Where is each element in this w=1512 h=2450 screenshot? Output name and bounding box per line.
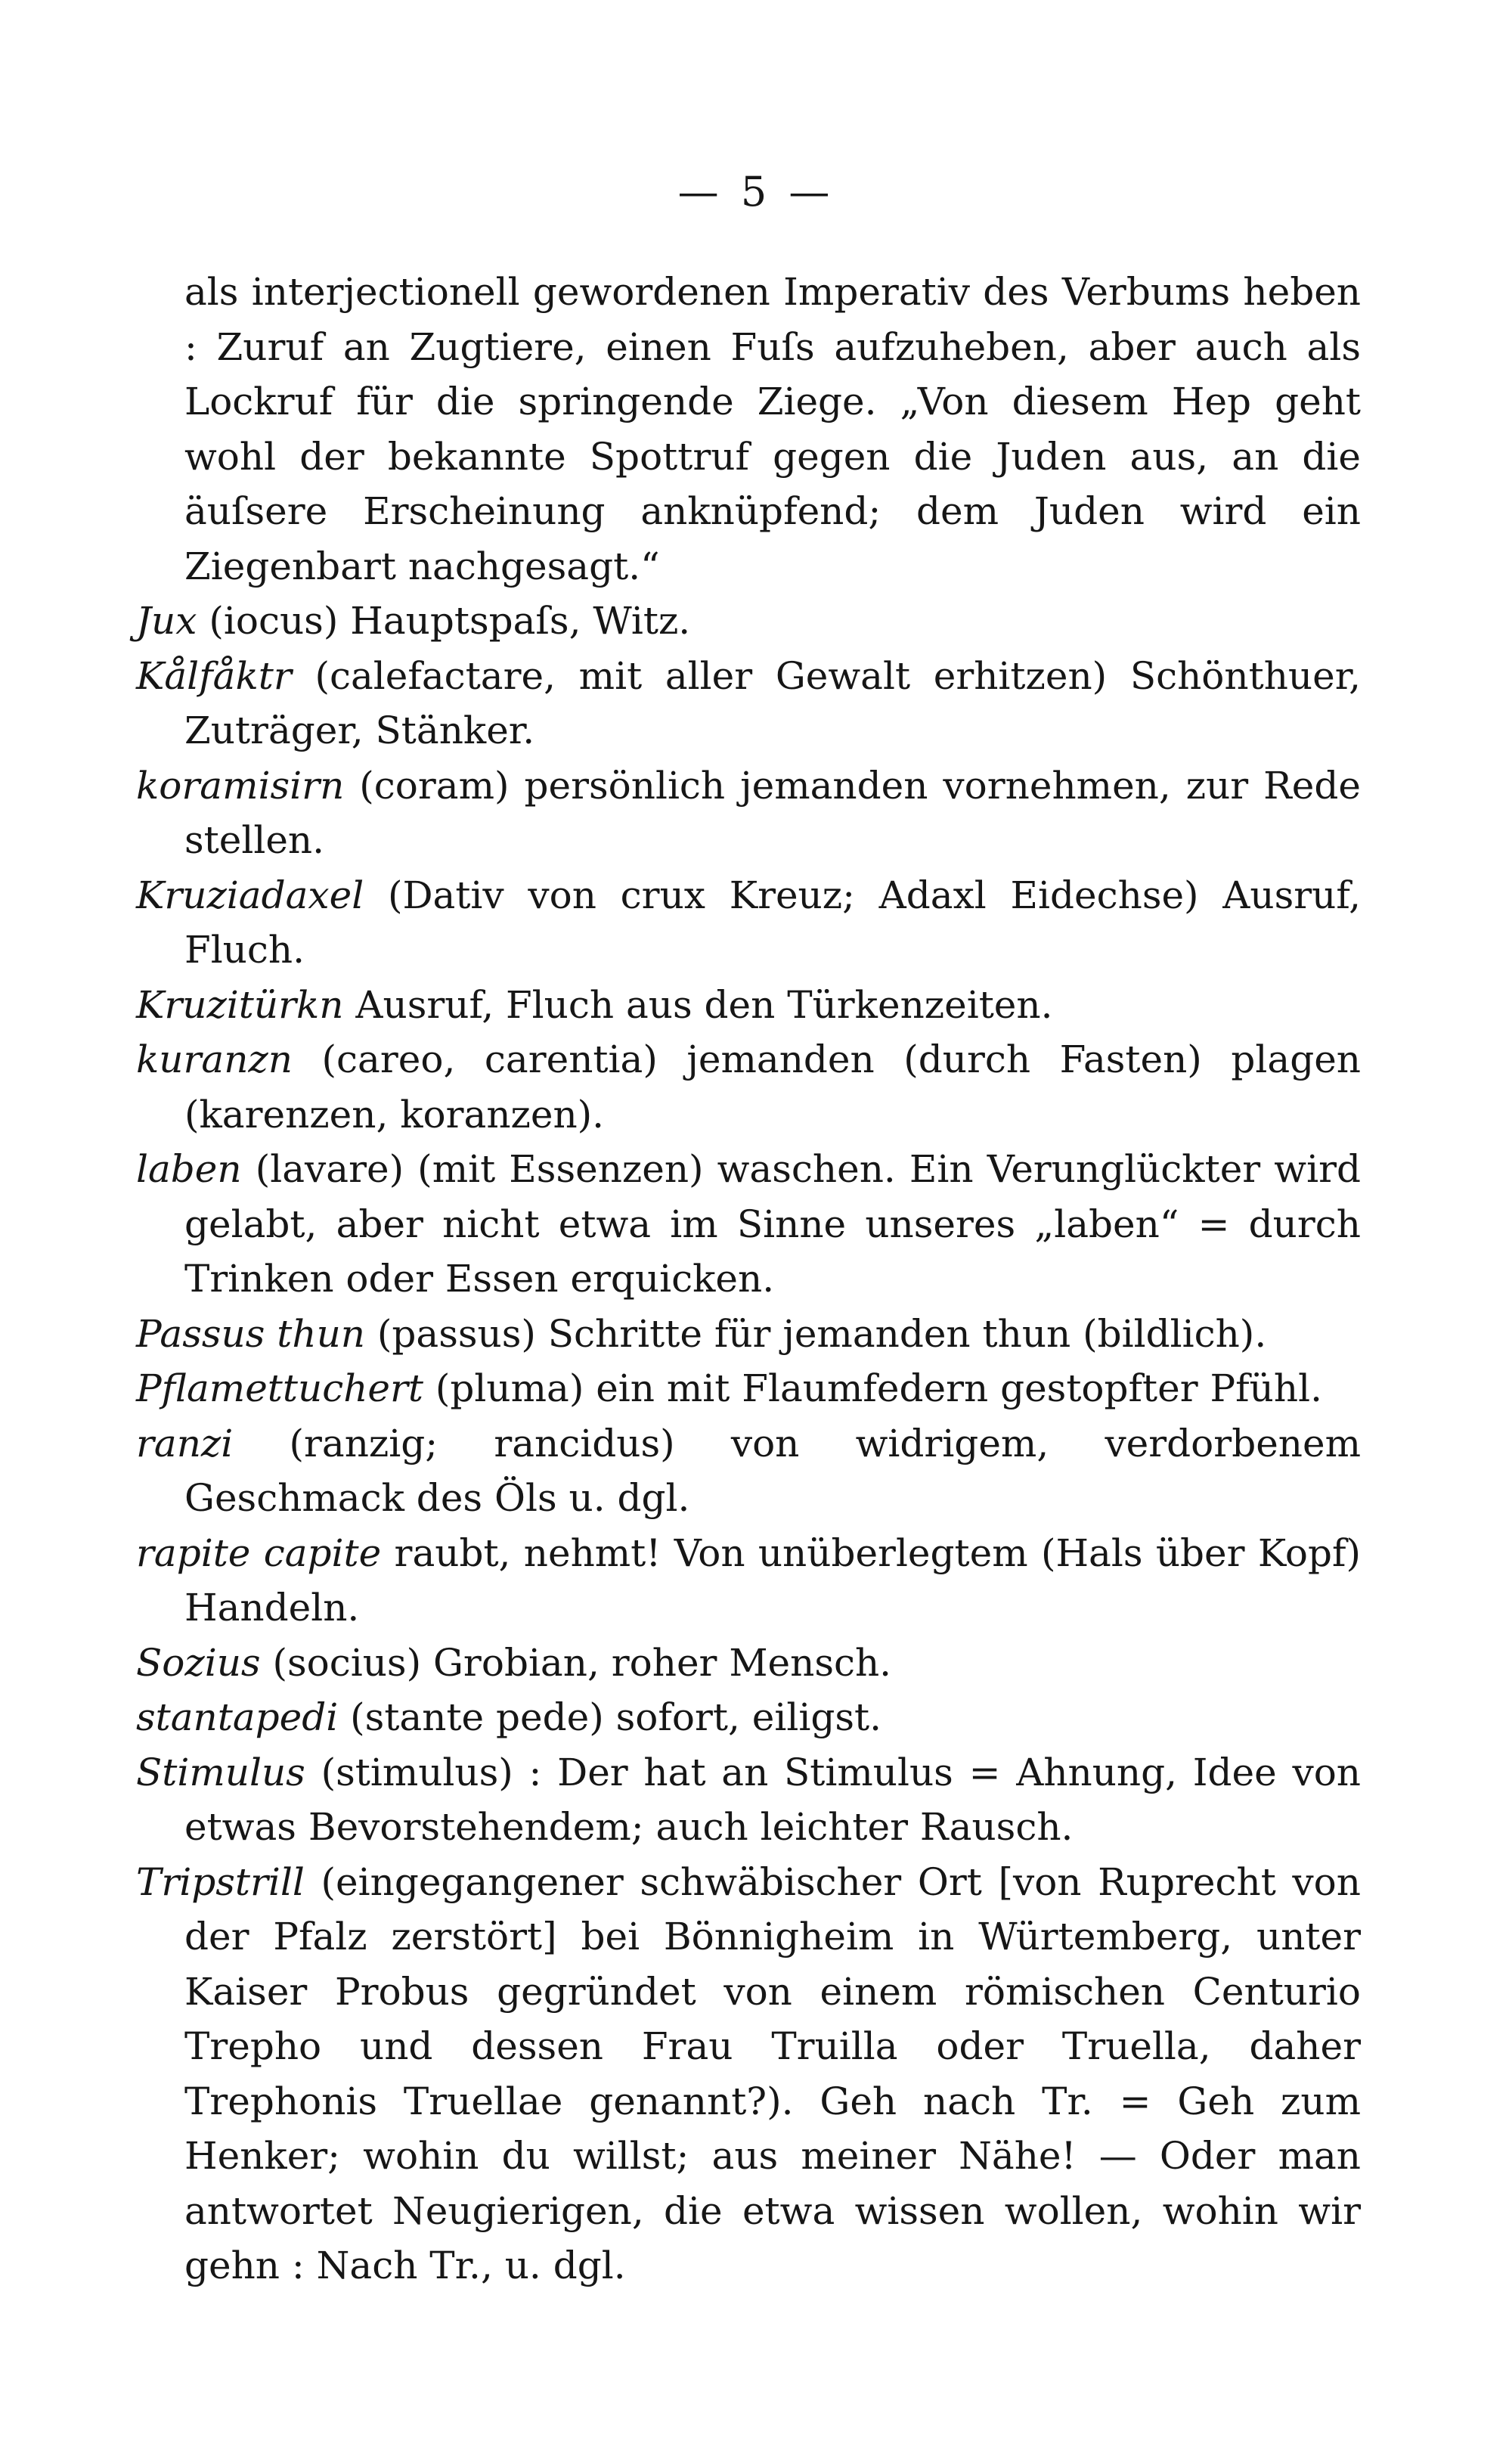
entry-definition: (socius) Grobian, roher Mensch.	[272, 1640, 892, 1685]
entry-definition: (lavare) (mit Essenzen) waschen. Ein Verunglückter wird gelabt, aber nicht etwa im Sinne unseres „laben“ = durch Trinken oder Essen erquicken.	[184, 1147, 1361, 1301]
entry-definition: Ausruf, Fluch aus den Türkenzeiten.	[355, 982, 1053, 1027]
entry-lemma: Kruziadaxel	[136, 873, 364, 917]
intro-paragraph: als interjectionell gewordenen Imperativ des Verbums heben : Zuruf an Zugtiere, einen Fuſs aufzuheben, aber auch als Lockruf für die springende Ziege. „Von diesem Hep geht wohl der bekannte Spottruf gegen die Juden aus, an die äuſsere Erscheinung anknüpfend; dem Juden wird ein Ziegenbart nachgesagt.“	[184, 270, 1361, 588]
entry-ranzi	[136, 1416, 1361, 1526]
entry-definition: (stimulus) : Der hat an Stimulus = Ahnung, Idee von etwas Bevorstehendem; auch leichter Rausch.	[184, 1750, 1361, 1849]
entry-kalfaktr	[136, 649, 1361, 758]
entry-jux	[136, 594, 1361, 649]
entry-kuranzn	[136, 1032, 1361, 1142]
entry-tripstrill	[136, 1855, 1361, 2293]
entry-definition: (stante pede) sofort, eiligst.	[350, 1695, 881, 1739]
entry-definition: (eingegangener schwäbischer Ort [von Ruprecht von der Pfalz zerstört] bei Bönnigheim in Würtemberg, unter Kaiser Probus gegründet von einem römischen Centurio Trepho und dessen Frau Truilla oder Truella, daher Trephonis Truellae genannt?). Geh nach Tr. = Geh zum Henker; wohin du willst; aus meiner Nähe! — Oder man antwortet Neugierigen, die etwa wissen wollen, wohin wir gehn : Nach Tr., u. dgl.	[184, 1859, 1361, 2287]
entry-lemma: Kålfåktr	[136, 653, 292, 698]
entry-definition: (passus) Schritte für jemanden thun (bildlich).	[376, 1311, 1267, 1356]
entry-lemma: rapite capite	[136, 1530, 382, 1575]
entry-lemma: Tripstrill	[136, 1859, 305, 1904]
entry-kruziadaxel	[136, 868, 1361, 978]
entry-lemma: Pflamettuchert	[136, 1366, 423, 1410]
entry-lemma: Passus thun	[136, 1311, 365, 1356]
entry-rapite-capite	[136, 1526, 1361, 1636]
entry-laben	[136, 1142, 1361, 1307]
entry-lemma: stantapedi	[136, 1695, 339, 1739]
entry-lemma: laben	[136, 1147, 242, 1191]
entry-passus-thun	[136, 1307, 1361, 1362]
entry-lemma: Stimulus	[136, 1750, 305, 1794]
entry-lemma: koramisirn	[136, 763, 345, 808]
entry-lemma: kuranzn	[136, 1037, 293, 1081]
entry-definition: (calefactare, mit aller Gewalt erhitzen) Schönthuer, Zuträger, Stänker.	[184, 653, 1361, 752]
entry-pflamettuchert	[136, 1361, 1361, 1416]
entry-definition: (careo, carentia) jemanden (durch Fasten) plagen (karenzen, koranzen).	[184, 1037, 1361, 1137]
entry-definition: (ranzig; rancidus) von widrigem, verdorbenem Geschmack des Öls u. dgl.	[184, 1421, 1361, 1520]
entry-lemma: Kruzitürkn	[136, 982, 344, 1027]
glossary-text	[136, 265, 1361, 2293]
entry-definition: (iocus) Hauptspaſs, Witz.	[209, 599, 691, 643]
entry-lemma: ranzi	[136, 1421, 234, 1465]
page-number: — 5 —	[677, 168, 835, 216]
entry-lemma: Jux	[136, 599, 197, 643]
entry-sozius	[136, 1636, 1361, 1691]
entry-definition: (Dativ von crux Kreuz; Adaxl Eidechse) Ausruf, Fluch.	[184, 873, 1361, 972]
entry-koramisirn	[136, 758, 1361, 868]
entry-kruzituerkn	[136, 978, 1361, 1033]
entry-stantapedi	[136, 1690, 1361, 1745]
entry-lemma: Sozius	[136, 1640, 261, 1685]
entry-definition: raubt, nehmt! Von unüberlegtem (Hals über Kopf) Handeln.	[184, 1530, 1361, 1630]
entry-stimulus	[136, 1745, 1361, 1855]
entry-definition: (pluma) ein mit Flaumfedern gestopfter Pfühl.	[435, 1366, 1322, 1410]
entry-definition: (coram) persönlich jemanden vornehmen, zur Rede stellen.	[184, 763, 1361, 862]
